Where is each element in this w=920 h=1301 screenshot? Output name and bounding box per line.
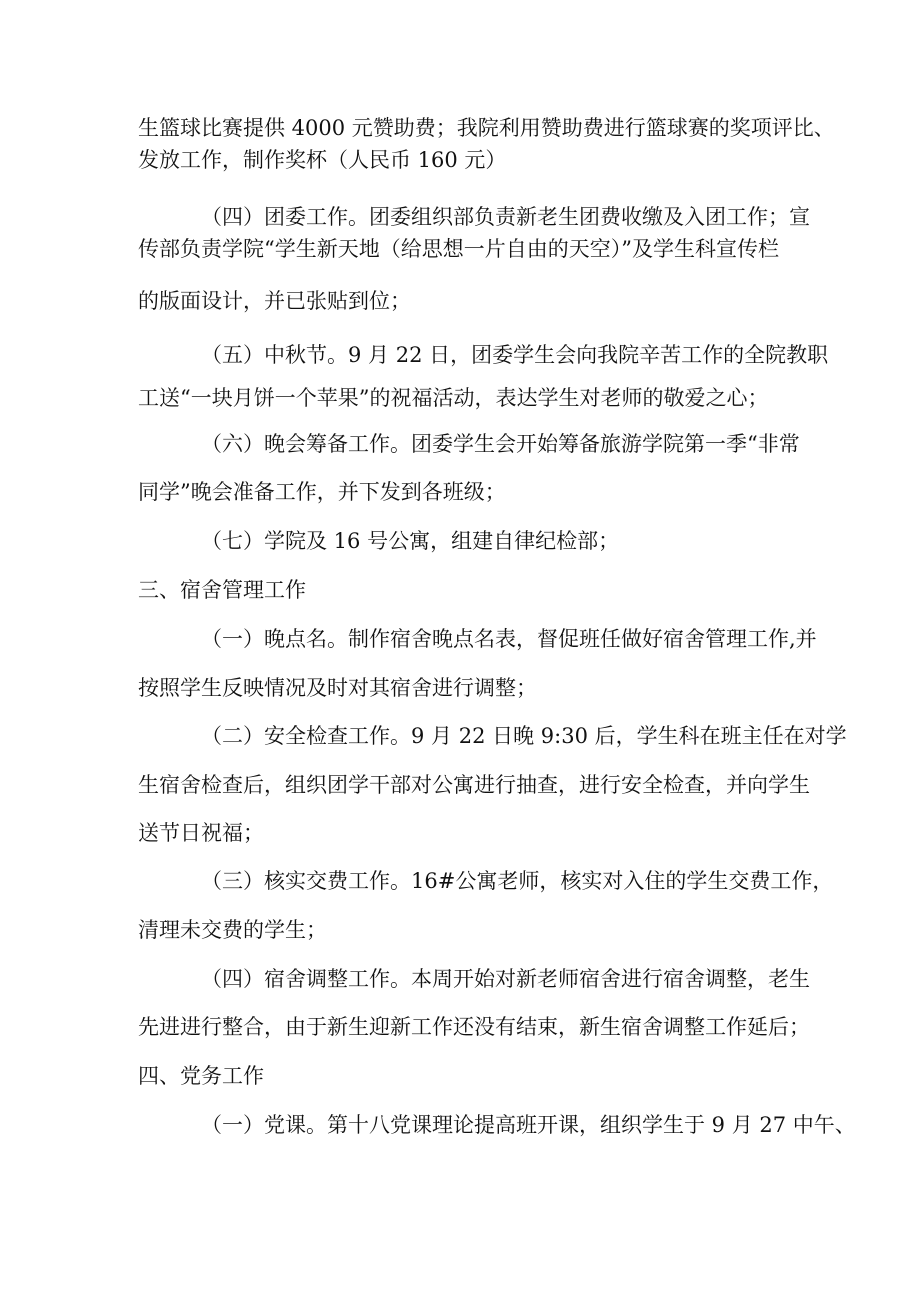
- body-text-line: 清理未交费的学生；: [138, 918, 327, 942]
- paragraph-item-6-line: （六）晚会筹备工作。团委学生会开始筹备旅游学院第一季“非常: [201, 432, 800, 456]
- body-text-line: 先进进行整合，由于新生迎新工作还没有结束，新生宿舍调整工作延后；: [138, 1015, 810, 1039]
- paragraph-item-3-line: （三）核实交费工作。16#公寓老师，核实对入住的学生交费工作，: [201, 869, 834, 893]
- section-heading-4: 四、党务工作: [138, 1064, 264, 1088]
- body-text-line: 的版面设计，并已张贴到位；: [138, 289, 411, 313]
- body-text-line: 同学”晚会准备工作，并下发到各班级；: [138, 480, 506, 504]
- body-text-line: 发放工作，制作奖杯（人民币 160 元）: [138, 148, 507, 172]
- paragraph-item-1-line: （一）晚点名。制作宿舍晚点名表，督促班任做好宿舍管理工作,并: [201, 627, 817, 651]
- body-text-line: 生篮球比赛提供 4000 元赞助费；我院利用赞助费进行篮球赛的奖项评比、: [138, 116, 835, 140]
- body-text-line: 按照学生反映情况及时对其宿舍进行调整；: [138, 676, 537, 700]
- paragraph-item-5-line: （五）中秋节。9 月 22 日，团委学生会向我院辛苦工作的全院教职: [201, 343, 829, 367]
- body-text-line: 送节日祝福；: [138, 821, 264, 845]
- section-heading-3: 三、宿舍管理工作: [138, 578, 306, 602]
- paragraph-item-4-line: （四）宿舍调整工作。本周开始对新老师宿舍进行宿舍调整，老生: [201, 967, 810, 991]
- body-text-line: 生宿舍检查后，组织团学干部对公寓进行抽查，进行安全检查，并向学生: [138, 773, 810, 797]
- paragraph-item-4-line: （四）团委工作。团委组织部负责新老生团费收缴及入团工作；宣: [201, 205, 810, 229]
- paragraph-item-7-line: （七）学院及 16 号公寓，组建自律纪检部；: [201, 529, 620, 553]
- body-text-line: 传部负责学院“学生新天地（给思想一片自由的天空）”及学生科宣传栏: [138, 237, 779, 261]
- paragraph-item-1-line: （一）党课。第十八党课理论提高班开课，组织学生于 9 月 27 中午、: [201, 1113, 856, 1137]
- body-text-line: 工送“一块月饼一个苹果”的祝福活动，表达学生对老师的敬爱之心；: [138, 386, 769, 410]
- paragraph-item-2-line: （二）安全检查工作。9 月 22 日晚 9:30 后，学生科在班主任在对学: [201, 724, 847, 748]
